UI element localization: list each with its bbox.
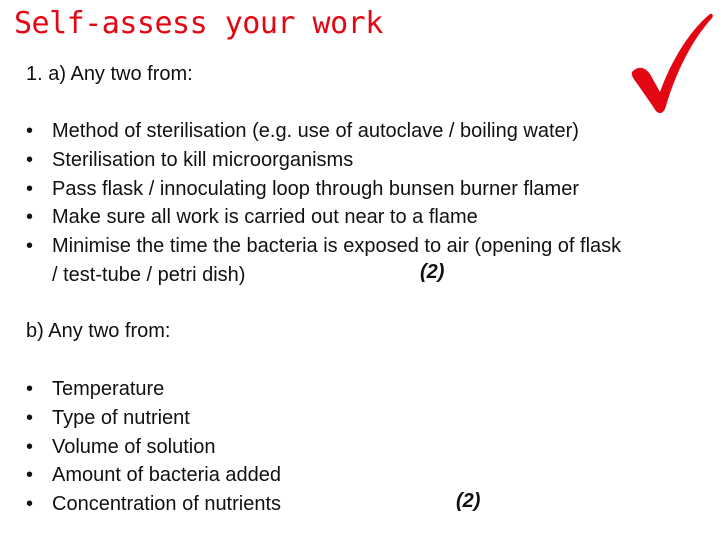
page-title: Self-assess your work xyxy=(14,6,383,41)
list-item-text: Minimise the time the bacteria is exposed to air (opening of flask xyxy=(52,235,622,258)
red-checkmark-icon xyxy=(626,10,716,120)
list-item-text: Concentration of nutrients xyxy=(52,493,282,516)
bullet-icon: • xyxy=(26,378,34,400)
bullet-icon: • xyxy=(26,120,34,142)
list-item xyxy=(22,175,621,204)
list-item-text: Type of nutrient xyxy=(52,406,190,429)
list-item xyxy=(22,490,281,519)
part-a-heading: 1. a) Any two from: xyxy=(26,63,193,85)
part-a-marks: (2) xyxy=(420,261,445,283)
bullet-icon: • xyxy=(26,177,34,200)
bullet-icon: • xyxy=(26,235,34,258)
bullet-icon: • xyxy=(26,435,34,458)
list-item xyxy=(22,433,281,462)
list-item xyxy=(22,203,621,232)
list-item xyxy=(22,375,281,404)
part-b-heading: b) Any two from: xyxy=(26,320,171,342)
list-item xyxy=(22,117,621,146)
bullet-icon: • xyxy=(26,206,34,229)
bullet-icon: • xyxy=(26,148,34,171)
list-item-continuation xyxy=(22,261,621,290)
list-item xyxy=(22,404,281,433)
part-b-marks: (2) xyxy=(456,490,481,512)
list-item-text: Method of sterilisation (e.g. use of autoclave / boiling water) xyxy=(52,120,579,142)
list-item xyxy=(22,146,621,175)
list-item-text: Temperature xyxy=(52,378,165,400)
bullet-icon: • xyxy=(26,493,34,516)
list-item-text: Sterilisation to kill microorganisms xyxy=(52,148,354,171)
bullet-icon: • xyxy=(26,406,34,429)
list-item-continuation-text: / test-tube / petri dish) xyxy=(52,263,246,286)
list-item xyxy=(22,461,281,490)
part-b-list xyxy=(22,375,281,519)
list-item-text: Make sure all work is carried out near to a flame xyxy=(52,206,478,229)
list-item-text: Amount of bacteria added xyxy=(52,464,282,487)
list-item xyxy=(22,232,621,261)
list-item-text: Volume of solution xyxy=(52,435,216,458)
part-a-list xyxy=(22,117,621,290)
bullet-icon: • xyxy=(26,464,34,487)
list-item-text: Pass flask / innoculating loop through bunsen burner flamer xyxy=(52,177,579,200)
